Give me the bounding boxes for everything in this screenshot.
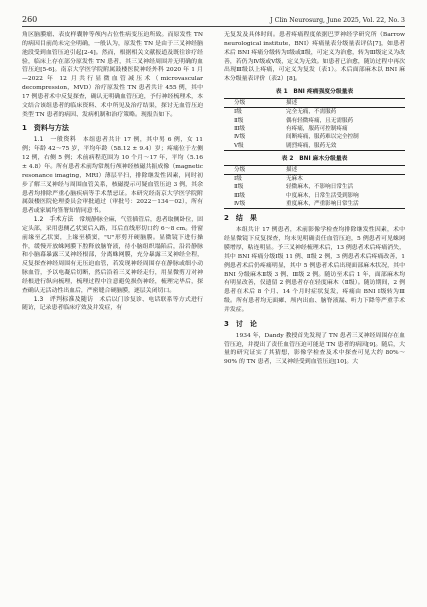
table-cell: Ⅱ级 — [234, 117, 244, 124]
table-row — [224, 117, 405, 125]
general-data-text: 本组患者共计 17 例，其中男 6 例，女 11 例；年龄 42～75 岁，平均年龄（58.12 ± 9.4）岁；疼痛位于左侧 12 例，右侧 5 例；术前病程范围为 10 个月～17 年，平均（5.16 ± 4.8）年。所有患者术前均常规行颅神经核磁共振成像（magnetic resonance imaging，MRI）薄层平扫，排除继发性因素，同时初步了解三叉神经与周围血管关系，核磁提示可疑血管压迫 3 例，其余患者均排除严重心脑疾病等手术禁忌证。本研究经南京大学医学院附属鼓楼医院伦理委员会审批通过（审批号：2022－134－02），所有患者或家属均签署知情同意书。 — [22, 137, 204, 215]
table-cell: Ⅰ级 — [234, 176, 242, 183]
criteria-text: 术后以门诊复诊、电话联系等方式进行随访，记录患者临床疗效及并发症，有 — [22, 296, 204, 312]
table-header: 描述 — [286, 100, 298, 107]
criteria-paragraph — [22, 296, 203, 314]
table-cell: 偶有轻微疼痛，且无需服药 — [286, 117, 354, 124]
table-row — [224, 175, 405, 184]
subsection-heading: 1.3 评判标准及随访 — [33, 295, 94, 303]
surgery-method-text: 常规静脉全麻，气管插管后，患者取侧卧位，固定头部，采用患侧乙状窦后入路，耳后直线形切口约 6～8 cm。骨窗前缘至乙状窦，上缘至横窦，"U"形剪开硬脑膜。显微镜下进行操作，缓慢开放蛛网膜下腔释放脑脊液，待小脑组织塌陷后，沿岩静脉和小脑幕暴露三叉神经根部，分离蛛网膜，充分暴露三叉神经全程，反复探查神经周围有无压迫血管，若发现神经周围存在静脉或细小动脉血管，予以电凝后切断，然后沿着三叉神经走行，用显微剪刀对神经根进行纵向梳理，梳理过程中注意避免损伤神经，梳理完毕后，探查确认无活动性出血后，严密缝合硬脑膜，逐层关闭切口。 — [22, 217, 204, 294]
page-header — [22, 12, 405, 27]
bni-numbness-table — [224, 165, 405, 209]
table-cell: 中度麻木，日常生活受到影响 — [286, 192, 359, 199]
table-cell: 无麻木 — [286, 176, 303, 183]
table-cell: Ⅳ级 — [234, 201, 246, 208]
subsection-heading: 1.1 一般资料 — [33, 136, 77, 144]
table-row — [224, 200, 405, 209]
table-row — [224, 183, 405, 191]
table-cell: Ⅱ级 — [234, 184, 244, 191]
table-header: 分级 — [234, 100, 246, 107]
table-cell: Ⅲ级 — [234, 125, 245, 132]
table-cell: 间断疼痛，服药难以完全控制 — [286, 134, 359, 141]
table-cell: Ⅳ级 — [234, 134, 246, 141]
journal-citation: J Clin Neurosurg, June 2025, Vol. 22, No. 3 — [270, 17, 405, 24]
table1-caption: 表 1 BNI 疼痛强度分级量表 — [275, 89, 354, 96]
table2-caption: 表 2 BNI 麻木分级量表 — [281, 155, 348, 162]
table-cell: 剧烈疼痛，服药无效 — [286, 142, 337, 149]
intro-paragraph: 角区脑膜瘤、表皮样囊肿等颅内占位性病变压迫所致。而原发性 TN 的病因目前尚未完全明确，一般认为，原发性 TN 是由于三叉神经脑池段受到血管压迫引起[2-4]。然而，根据相关文献报道及既往诊疗经验，临床上存在部分原发性 TN 患者，其三叉神经周围并无明确的血管压迫[5-6]。南京大学医学院附属鼓楼医院神经外科 2020 年 1 月—2022 年 12 月共行显微血管减压术（microvascular decompression，MVD）治疗原发性 TN 患者共计 455 例，其中 17 例患者术中反复探查，确认无明确血管压迫，予行神经梳理术，本文结合该组患者的临床资料、术中所见及治疗结果，探讨无血管压迫类型 TN 患者的病因、发病机制和治疗策略。现报告如下。 — [22, 32, 203, 118]
table-cell: 轻微麻木，不影响日常生活 — [286, 184, 354, 191]
right-column — [224, 31, 405, 367]
surgery-method-paragraph — [22, 216, 203, 296]
discussion-paragraph: 1934 年，Dandy 教授首先发现了 TN 患者三叉神经周围存在血管压迫，并提出了责任血管压迫可能是 TN 患者的病因[9]。随后，大量的研究证实了其猜想，影像学检查及术中探查可见大约 80%～90% 的 TN 患者，三叉神经受到血管压迫[10]。大 — [224, 332, 405, 366]
table-row — [224, 192, 405, 200]
bni-pain-table — [224, 98, 405, 151]
table-cell: 重度麻木，严重影响日常生活 — [286, 201, 359, 208]
table-header: 描述 — [286, 166, 298, 173]
table-cell: 有疼痛，服药可控制疼痛 — [286, 125, 348, 132]
left-column — [22, 31, 203, 313]
table-cell: Ⅲ级 — [234, 192, 245, 199]
table-cell: 完全无痛，不需服药 — [286, 109, 337, 116]
table-cell: Ⅴ级 — [234, 142, 244, 149]
table-row — [224, 108, 405, 117]
general-data-paragraph — [22, 136, 203, 216]
section-heading-results: 2 结 果 — [224, 214, 257, 223]
results-paragraph: 本组共计 17 例患者，术前影像学检查均排除继发性因素，术中经显微镜下反复探查，均未见明确责任血管压迫，5 例患者可见蛛网膜增厚，粘连明显。予三叉神经梳理术后，13 例患者术后疼痛消失，其中 BNI 疼痛分级Ⅰ级 11 例、Ⅱ级 2 例，3 例患者术后疼痛改善，1 例患者术后仍疼痛明显，其中 5 例患者术后出现面部麻木状况，其中 BNI 分级麻木Ⅱ级 3 例、Ⅲ级 2 例。随访至术后 1 年，面部麻木均有明显改善，仅遗留 2 例患者存在轻度麻木（Ⅱ级）。随访期间，2 例患者在术后 8 个月、14 个月时症状复发，疼痛由 BNI Ⅰ级转为Ⅲ级。所有患者均无面瘫、颅内出血、脑脊液漏、听力下降等严重手术并发症。 — [224, 227, 405, 313]
table-row — [224, 133, 405, 141]
table-cell: Ⅰ级 — [234, 109, 242, 116]
page-number: 260 — [22, 15, 38, 24]
table-header: 分级 — [234, 166, 246, 173]
criteria-continued-paragraph: 无复发及具体时间。患者疼痛程度依据巴罗神经学研究所（Barrow neurological institute，BNI）疼痛量表分级量表评估[7]，如患者术后 BNI 疼痛分级转为Ⅰ级或Ⅱ级，可定义为治愈，转为Ⅲ级定义为改善，若仍为Ⅳ级或Ⅴ级，定义为无效。如患者已治愈，随访过程中再次出现Ⅲ级以上疼痛，可定义为复发（表1）。术后面部麻木以 BNI 麻木分级量表评价（表2）[8]。 — [224, 32, 405, 83]
table-row — [224, 125, 405, 133]
section-heading-discussion: 3 讨 论 — [224, 319, 257, 328]
subsection-heading: 1.2 手术方法 — [33, 216, 74, 224]
table-row — [224, 142, 405, 151]
section-heading-materials-methods: 1 资料与方法 — [22, 124, 69, 133]
